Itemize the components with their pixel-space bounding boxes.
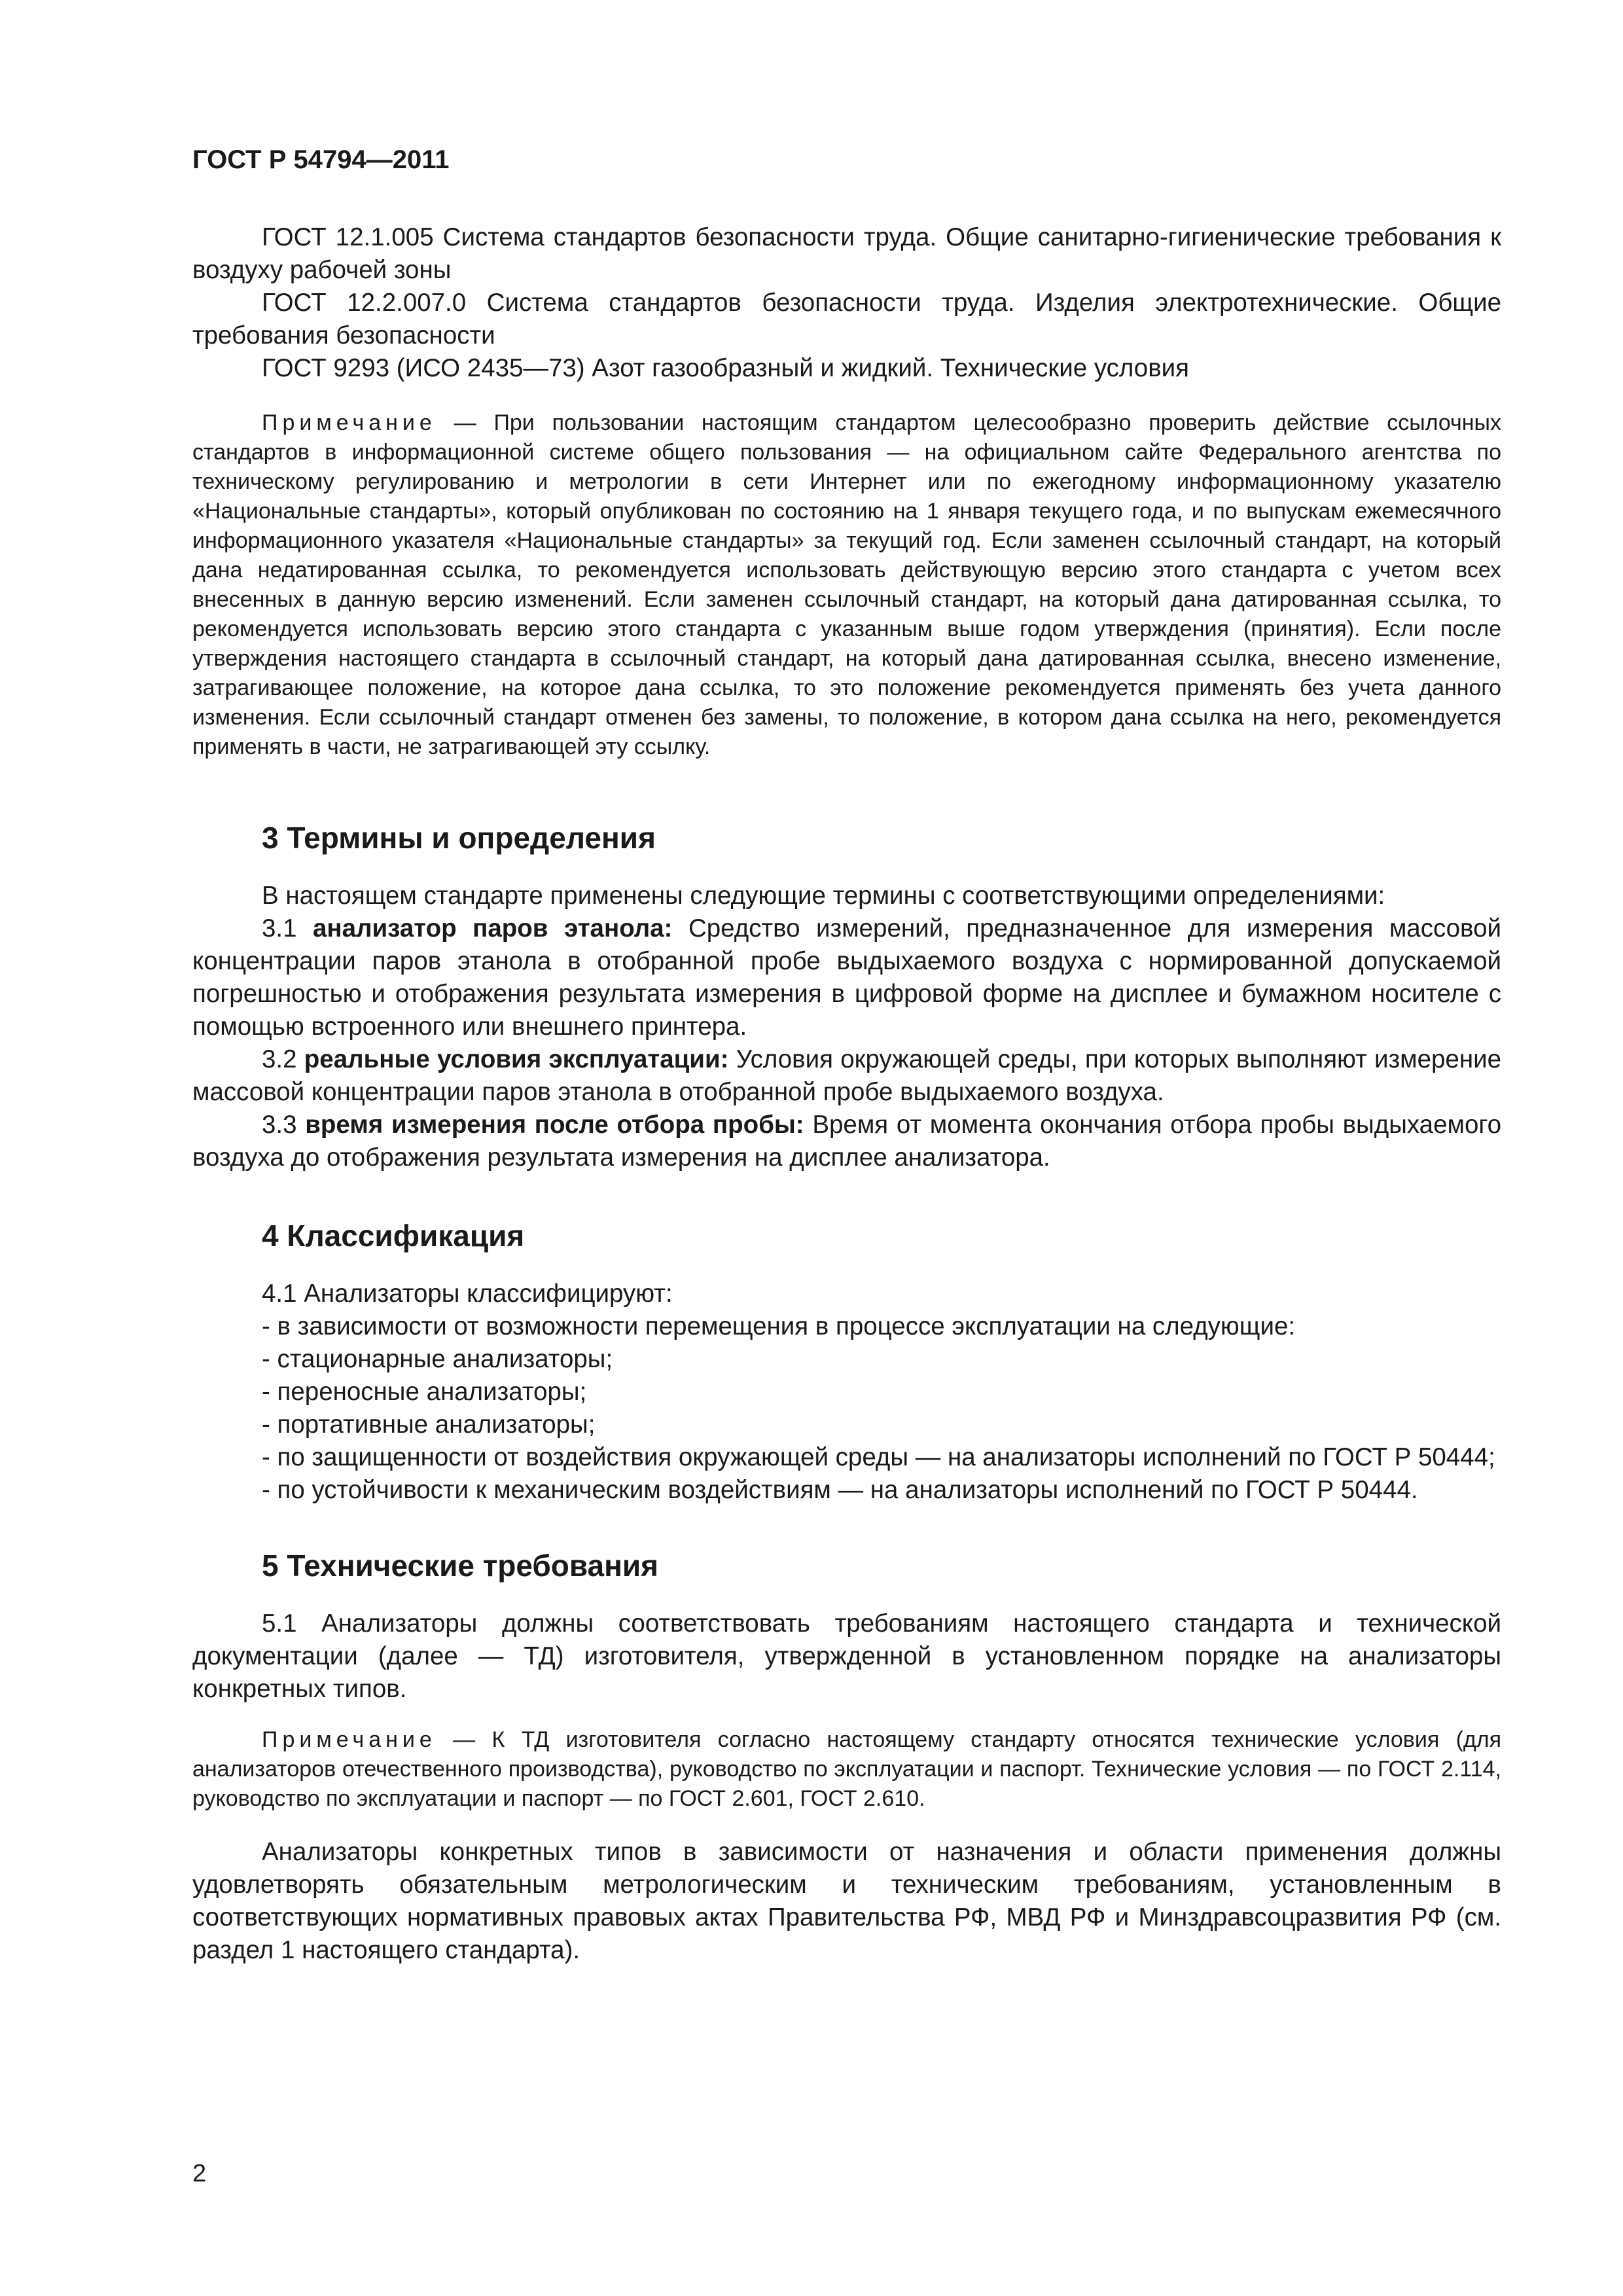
term-definition xyxy=(192,912,1501,1043)
list-item: - переносные анализаторы; xyxy=(262,1378,587,1406)
section-4-title: 4 Классификация xyxy=(262,1219,525,1253)
reference-entry: ГОСТ 12.2.007.0 Система стандартов безопасности труда. Изделия электротехнические. Общие требования безопасности xyxy=(192,289,1501,350)
note-td xyxy=(192,1725,1501,1814)
term-name: реальные условия эксплуатации: xyxy=(304,1045,729,1073)
list-item: - по устойчивости к механическим воздействиям — на анализаторы исполнений по ГОСТ Р 50444. xyxy=(262,1476,1418,1504)
section-5-title: 5 Технические требования xyxy=(262,1549,658,1583)
list-item: - портативные анализаторы; xyxy=(262,1410,596,1439)
section-5-paragraph: 5.1 Анализаторы должны соответствовать требованиям настоящего стандарта и технической документации (далее — ТД) изготовителя, утвержденной в установленном порядке на анализаторы конкретных типов. xyxy=(192,1609,1501,1703)
term-def: Условия окружающей среды, при которых выполняют измерение массовой концентрации паров этанола в отобранной пробе выдыхаемого воздуха. xyxy=(192,1045,1501,1106)
term-definition xyxy=(192,1109,1501,1174)
reference-entry: ГОСТ 9293 (ИСО 2435—73) Азот газообразный и жидкий. Технические условия xyxy=(262,354,1190,382)
section-3-title: 3 Термины и определения xyxy=(262,821,656,855)
note-references xyxy=(192,408,1501,762)
section-5-paragraph: Анализаторы конкретных типов в зависимости от назначения и области применения должны удовлетворять обязательным метрологическим и техническим требованиям, установленным в соответствующих нормативных правовых актах Правительства РФ, МВД РФ и Минздравсоцразвития РФ (см. раздел 1 настоящего стандарта). xyxy=(192,1838,1501,1964)
term-name: время измерения после отбора пробы: xyxy=(305,1111,804,1139)
note-text: — При пользовании настоящим стандартом целесообразно проверить действие ссылочных стандартов в информационной системе общего пользования — на официальном сайте Федерального агентства по техническому регулированию и метрологии в сети Интернет или по ежегодному информационному указателю «Национальные стандарты», который опубликован по состоянию на 1 января текущего года, и по выпускам ежемесячного информационного указателя «Национальные стандарты» за текущий год. Если заменен ссылочный стандарт, на который дана недатированная ссылка, то рекомендуется использовать действующую версию этого стандарта с учетом всех внесенных в данную версию изменений. Если заменен ссылочный стандарт, на который дана датированная ссылка, то рекомендуется использовать версию этого стандарта с указанным выше годом утверждения (принятия). Если после утверждения настоящего стандарта в ссылочный стандарт, на который дана датированная ссылка, внесено изменение, затрагивающее положение, на которое дана ссылка, то это положение рекомендуется применять без учета данного изменения. Если ссылочный стандарт отменен без замены, то положение, в котором дана ссылка на него, рекомендуется применять в части, не затрагивающей эту ссылку. xyxy=(192,410,1501,759)
term-def: Время от момента окончания отбора пробы выдыхаемого воздуха до отображения результата измерения на дисплее анализатора. xyxy=(192,1111,1501,1172)
note-label: Примечание xyxy=(262,1727,437,1752)
page-number: 2 xyxy=(192,2160,207,2187)
list-item: - в зависимости от возможности перемещения в процессе эксплуатации на следующие: xyxy=(262,1312,1296,1340)
section-4-intro: 4.1 Анализаторы классифицируют: xyxy=(262,1280,673,1308)
document-body xyxy=(192,221,1501,1967)
note-label: Примечание xyxy=(262,410,437,435)
term-name: анализатор паров этанола: xyxy=(313,914,673,942)
reference-entry: ГОСТ 12.1.005 Система стандартов безопасности труда. Общие санитарно-гигиенические требования к воздуху рабочей зоны xyxy=(192,223,1501,284)
term-number: 3.3 xyxy=(262,1111,306,1139)
document-code-header: ГОСТ Р 54794—2011 xyxy=(192,145,450,174)
term-number: 3.1 xyxy=(262,914,313,942)
term-definition xyxy=(192,1043,1501,1109)
list-item: - стационарные анализаторы; xyxy=(262,1345,613,1373)
term-number: 3.2 xyxy=(262,1045,304,1073)
term-def: Средство измерений, предназначенное для измерения массовой концентрации паров этанола в отобранной пробе выдыхаемого воздуха с нормированной допускаемой погрешностью и отображения результата измерения в цифровой форме на дисплее и бумажном носителе с помощью встроенного или внешнего принтера. xyxy=(192,914,1501,1041)
note-text: — К ТД изготовителя согласно настоящему стандарту относятся технические условия (для анализаторов отечественного производства), руководство по эксплуатации и паспорт. Технические условия — по ГОСТ 2.114, руководство по эксплуатации и паспорт — по ГОСТ 2.601, ГОСТ 2.610. xyxy=(192,1727,1501,1811)
list-item: - по защищенности от воздействия окружающей среды — на анализаторы исполнений по ГОСТ Р 50444; xyxy=(262,1443,1495,1471)
section-3-intro: В настоящем стандарте применены следующие термины с соответствующими определениями: xyxy=(262,882,1385,910)
